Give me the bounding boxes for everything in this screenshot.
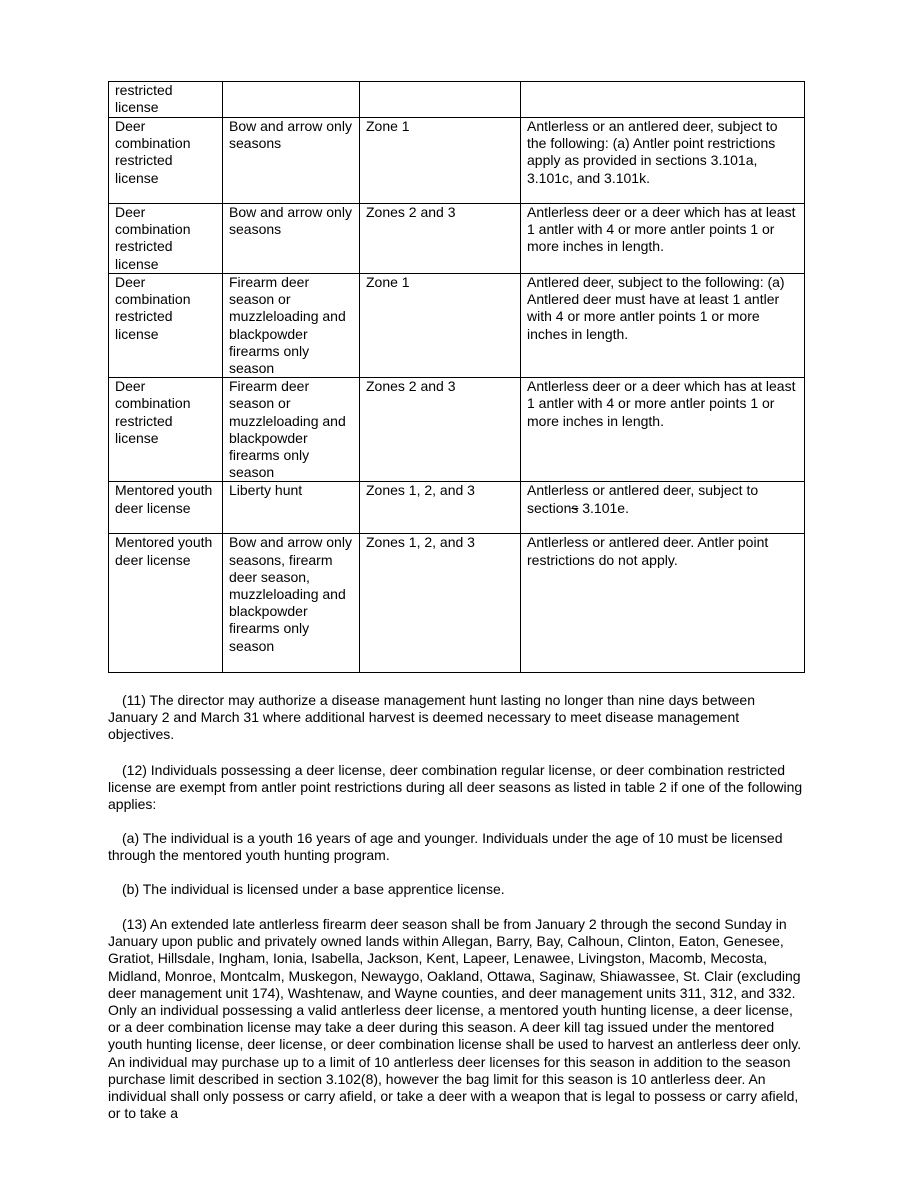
table-row [109,82,805,118]
restriction-cell: Antlerless deer or a deer which has at least 1 antler with 4 or more antler points 1 or more inches in length. [521,378,805,482]
zone-cell: Zone 1 [360,274,521,378]
zone-cell: Zones 1, 2, and 3 [360,482,521,534]
license-cell: restricted license [109,82,223,118]
season-cell: Bow and arrow only seasons, firearm deer season, muzzleloading and blackpowder firearms only season [223,534,360,673]
paragraph-text: (b) The individual is licensed under a base apprentice license. [122,881,505,897]
paragraph-11 [108,692,804,744]
table-row [109,534,805,673]
restriction-cell [521,482,805,534]
restriction-cell: Antlerless or an antlered deer, subject to the following: (a) Antler point restrictions apply as provided in sections 3.101a, 3.101c, and 3.101k. [521,118,805,204]
zone-cell: Zones 2 and 3 [360,204,521,274]
paragraph-text: (13) An extended late antlerless firearm deer season shall be from January 2 through the second Sunday in January upon public and privately owned lands within Allegan, Barry, Bay, Calhoun, Clinton, Eaton, Genesee, Gratiot, Hillsdale, Ingham, Ionia, Isabella, Jackson, Kent, Lapeer, Lenawee, Livingston, Macomb, Mecosta, Midland, Monroe, Montcalm, Muskegon, Newaygo, Oakland, Ottawa, Saginaw, Shiawassee, St. Clair (excluding deer management unit 174), Washtenaw, and Wayne counties, and deer management units 311, 312, and 332. Only an individual possessing a valid antlerless deer license, a mentored youth hunting license, a deer license, or a deer combination license may take a deer during this season. A deer kill tag issued under the mentored youth hunting license, deer license, or deer combination license shall be used to harvest an antlerless deer only. An individual may purchase up to a limit of 10 antlerless deer licenses for this season in addition to the season purchase limit described in section 3.102(8), however the bag limit for this season is 10 antlerless deer. An individual shall only possess or carry afield, or take a deer with a weapon that is legal to possess or carry afield, or to take a [108,916,802,1122]
table-row [109,482,805,534]
license-cell: Deer combination restricted license [109,204,223,274]
restriction-cell: Antlered deer, subject to the following: (a) Antlered deer must have at least 1 antler with 4 or more antler points 1 or more inches in length. [521,274,805,378]
season-cell: Liberty hunt [223,482,360,534]
season-cell: Bow and arrow only seasons [223,118,360,204]
deer-license-table [108,81,805,673]
restriction-text: Antlerless or antlered deer, subject to section [527,482,759,516]
paragraph-12 [108,762,804,814]
paragraph-text: (a) The individual is a youth 16 years of age and younger. Individuals under the age of 10 must be licensed through the mentored youth hunting program. [108,830,783,864]
paragraph-text: (12) Individuals possessing a deer license, deer combination regular license, or deer combination restricted license are exempt from antler point restrictions during all deer seasons as listed in table 2 if one of the following applies: [108,762,803,813]
license-cell: Deer combination restricted license [109,378,223,482]
struck-text: s [571,499,579,516]
season-cell: Firearm deer season or muzzleloading and blackpowder firearms only season [223,378,360,482]
table-row [109,274,805,378]
zone-cell: Zones 1, 2, and 3 [360,534,521,673]
table-row [109,204,805,274]
license-cell: Mentored youth deer license [109,534,223,673]
zone-cell: Zone 1 [360,118,521,204]
restriction-cell [521,82,805,118]
paragraph-12a [108,830,804,864]
paragraph-text: (11) The director may authorize a disease management hunt lasting no longer than nine days between January 2 and March 31 where additional harvest is deemed necessary to meet disease management objectives. [108,692,755,743]
zone-cell: Zones 2 and 3 [360,378,521,482]
license-cell: Mentored youth deer license [109,482,223,534]
paragraph-12b [108,881,804,898]
restriction-text-end: 3.101e. [578,499,629,516]
zone-cell [360,82,521,118]
table-row [109,378,805,482]
restriction-cell: Antlerless or antlered deer. Antler point restrictions do not apply. [521,534,805,673]
paragraph-13 [108,916,804,1122]
restriction-cell: Antlerless deer or a deer which has at least 1 antler with 4 or more antler points 1 or more inches in length. [521,204,805,274]
season-cell: Bow and arrow only seasons [223,204,360,274]
table-row [109,118,805,204]
license-cell: Deer combination restricted license [109,274,223,378]
season-cell [223,82,360,118]
season-cell: Firearm deer season or muzzleloading and blackpowder firearms only season [223,274,360,378]
license-cell: Deer combination restricted license [109,118,223,204]
